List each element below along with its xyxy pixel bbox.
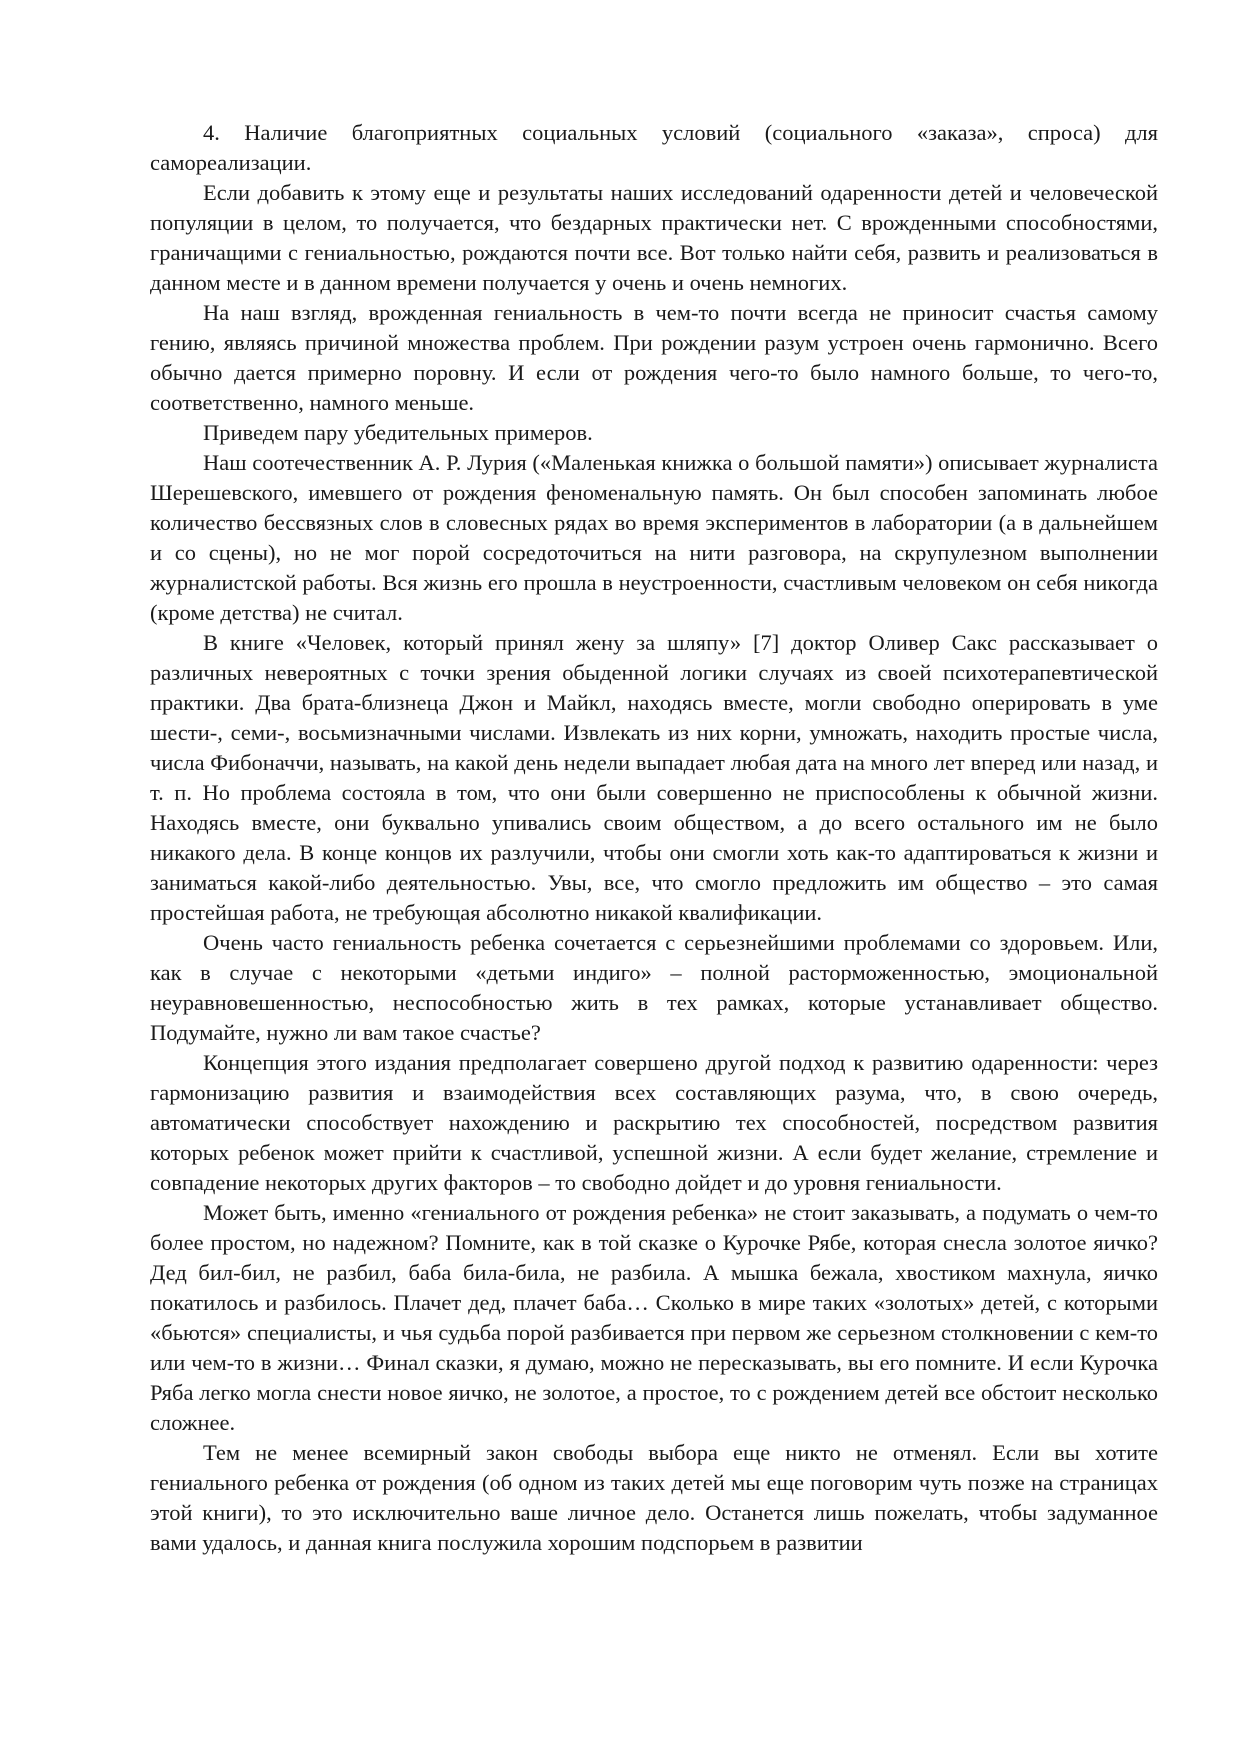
paragraph-9: Может быть, именно «гениального от рождения ребенка» не стоит заказывать, а подумать о чем-то более простом, но надежном? Помните, как в той сказке о Курочке Рябе, которая снесла золотое яичко? Дед бил-бил, не разбил, баба била-била, не разбила. А мышка бежала, хвостиком махнула, яичко покатилось и разбилось. Плачет дед, плачет баба… Сколько в мире таких «золотых» детей, с которыми «бьются» специалисты, и чья судьба порой разбивается при первом же серьезном столкновении с кем-то или чем-то в жизни… Финал сказки, я думаю, можно не пересказывать, вы его помните. И если Курочка Ряба легко могла снести новое яичко, не золотое, а простое, то с рождением детей все обстоит несколько сложнее. <box>150 1200 1158 1435</box>
paragraph-5: Наш соотечественник А. Р. Лурия («Маленькая книжка о большой памяти») описывает журналиста Шерешевского, имевшего от рождения феноменальную память. Он был способен запоминать любое количество бессвязных слов в словесных рядах во время экспериментов в лаборатории (а в дальнейшем и со сцены), но не мог порой сосредоточиться на нити разговора, на скрупулезном выполнении журналистской работы. Вся жизнь его прошла в неустроенности, счастливым человеком он себя никогда (кроме детства) не считал. <box>150 450 1158 625</box>
paragraph-2: Если добавить к этому еще и результаты наших исследований одаренности детей и человеческой популяции в целом, то получается, что бездарных практически нет. С врожденными способностями, граничащими с гениальностью, рождаются почти все. Вот только найти себя, развить и реализоваться в данном месте и в данном времени получается у очень и очень немногих. <box>150 180 1158 295</box>
document-page <box>150 118 1158 1558</box>
paragraph-6: В книге «Человек, который принял жену за шляпу» [7] доктор Оливер Сакс рассказывает о различных невероятных с точки зрения обыденной логики случаях из своей психотерапевтической практики. Два брата-близнеца Джон и Майкл, находясь вместе, могли свободно оперировать в уме шести-, семи-, восьмизначными числами. Извлекать из них корни, умножать, находить простые числа, числа Фибоначчи, называть, на какой день недели выпадает любая дата на много лет вперед или назад, и т. п. Но проблема состояла в том, что они были совершенно не приспособлены к обычной жизни. Находясь вместе, они буквально упивались своим обществом, а до всего остального им не было никакого дела. В конце концов их разлучили, чтобы они смогли хоть как-то адаптироваться к жизни и заниматься какой-либо деятельностью. Увы, все, что смогло предложить им общество – это самая простейшая работа, не требующая абсолютно никакой квалификации. <box>150 630 1158 925</box>
paragraph-7: Очень часто гениальность ребенка сочетается с серьезнейшими проблемами со здоровьем. Или, как в случае с некоторыми «детьми индиго» – полной расторможенностью, эмоциональной неуравновешенностью, неспособностью жить в тех рамках, которые устанавливает общество. Подумайте, нужно ли вам такое счастье? <box>150 930 1158 1045</box>
paragraph-8: Концепция этого издания предполагает совершено другой подход к развитию одаренности: через гармонизацию развития и взаимодействия всех составляющих разума, что, в свою очередь, автоматически способствует нахождению и раскрытию тех способностей, посредством развития которых ребенок может прийти к счастливой, успешной жизни. А если будет желание, стремление и совпадение некоторых других факторов – то свободно дойдет и до уровня гениальности. <box>150 1050 1158 1195</box>
paragraph-4: Приведем пару убедительных примеров. <box>203 420 593 445</box>
paragraph-1: 4. Наличие благоприятных социальных условий (социального «заказа», спроса) для самореализации. <box>150 120 1158 175</box>
paragraph-10: Тем не менее всемирный закон свободы выбора еще никто не отменял. Если вы хотите гениального ребенка от рождения (об одном из таких детей мы еще поговорим чуть позже на страницах этой книги), то это исключительно ваше личное дело. Останется лишь пожелать, чтобы задуманное вами удалось, и данная книга послужила хорошим подспорьем в развитии <box>150 1440 1158 1555</box>
paragraph-3: На наш взгляд, врожденная гениальность в чем-то почти всегда не приносит счастья самому гению, являясь причиной множества проблем. При рождении разум устроен очень гармонично. Всего обычно дается примерно поровну. И если от рождения чего-то было намного больше, то чего-то, соответственно, намного меньше. <box>150 300 1158 415</box>
